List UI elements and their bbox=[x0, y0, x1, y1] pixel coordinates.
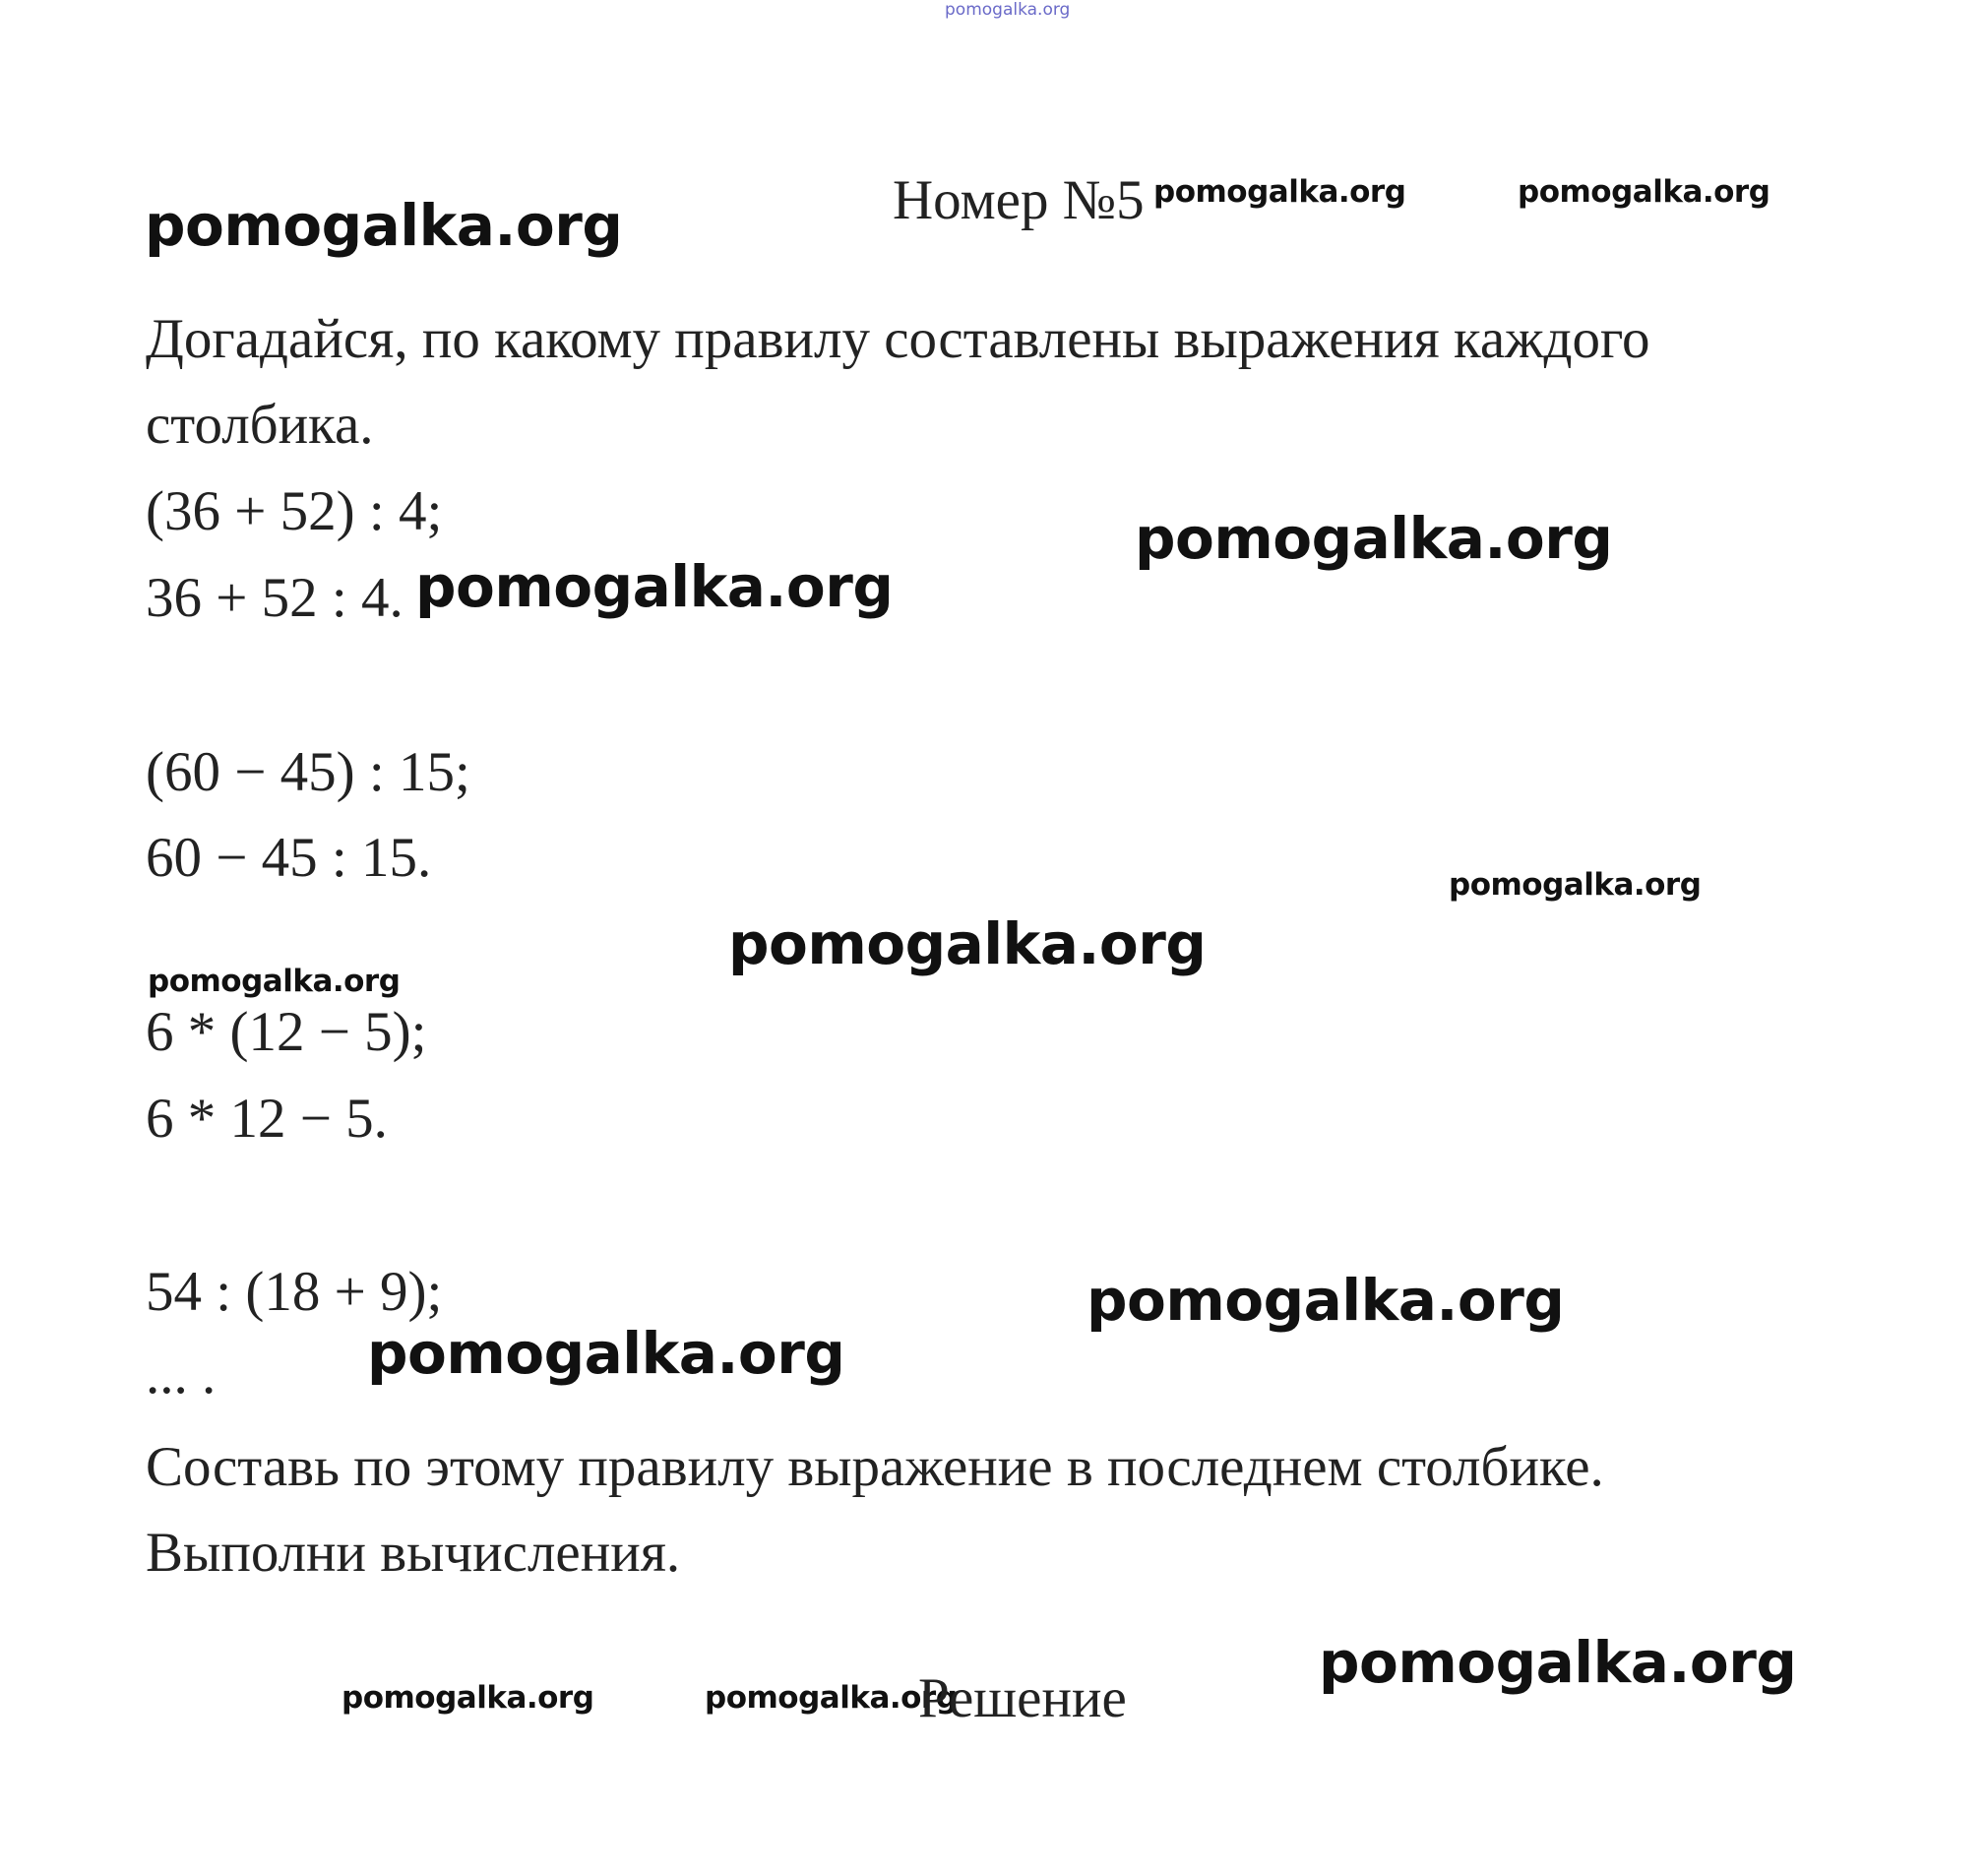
watermark: pomogalka.org bbox=[367, 1320, 845, 1387]
instruction-line-1: Составь по этому правилу выражение в последнем столбике. bbox=[146, 1436, 1604, 1498]
expression: 6 * (12 − 5); bbox=[146, 1001, 427, 1063]
watermark: pomogalka.org bbox=[145, 192, 623, 259]
watermark: pomogalka.org bbox=[1087, 1267, 1565, 1334]
expression: (60 − 45) : 15; bbox=[146, 741, 470, 803]
solution-heading: Решение bbox=[918, 1667, 1127, 1729]
instruction-line-2: Выполни вычисления. bbox=[146, 1522, 681, 1584]
watermark: pomogalka.org bbox=[1153, 174, 1406, 210]
watermark: pomogalka.org bbox=[1518, 174, 1770, 210]
expression: (36 + 52) : 4; bbox=[146, 480, 443, 542]
task-text-line-2: столбика. bbox=[146, 394, 374, 456]
task-text-line-1: Догадайся, по какому правилу составлены выражения каждого bbox=[146, 308, 1650, 370]
watermark-top: pomogalka.org bbox=[945, 0, 1071, 20]
expression: ... . bbox=[146, 1344, 217, 1406]
watermark: pomogalka.org bbox=[1135, 505, 1613, 572]
watermark: pomogalka.org bbox=[342, 1680, 594, 1716]
watermark: pomogalka.org bbox=[728, 910, 1207, 977]
watermark: pomogalka.org bbox=[1319, 1629, 1797, 1696]
watermark: pomogalka.org bbox=[705, 1680, 958, 1716]
watermark: pomogalka.org bbox=[148, 964, 401, 999]
expression: 36 + 52 : 4. bbox=[146, 567, 404, 629]
expression: 60 − 45 : 15. bbox=[146, 827, 432, 889]
watermark: pomogalka.org bbox=[1449, 867, 1702, 903]
page-title: Номер №5 bbox=[893, 169, 1145, 231]
watermark: pomogalka.org bbox=[415, 553, 894, 620]
expression: 54 : (18 + 9); bbox=[146, 1261, 443, 1323]
expression: 6 * 12 − 5. bbox=[146, 1088, 388, 1150]
